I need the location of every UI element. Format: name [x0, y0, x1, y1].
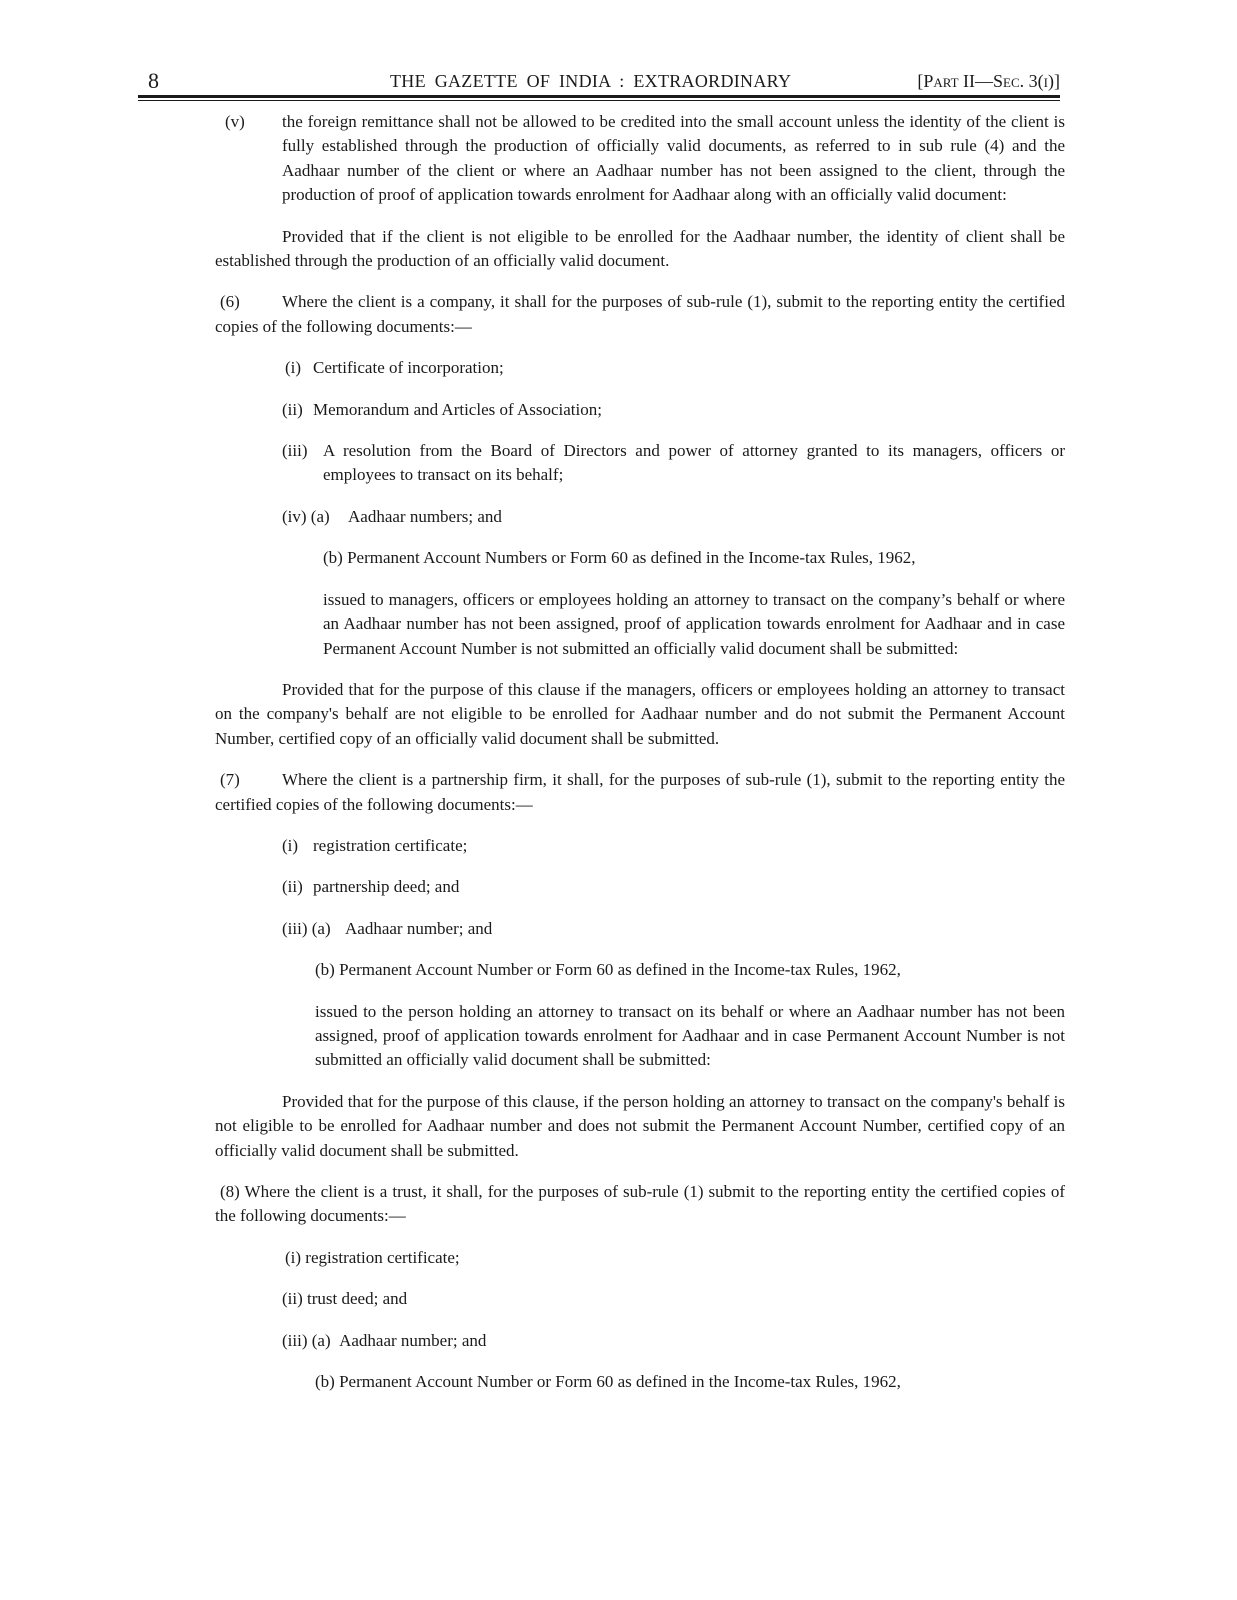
item-text: Aadhaar numbers; and	[348, 506, 502, 526]
rule-label: (8)	[220, 1182, 240, 1201]
item-text: trust deed; and	[307, 1289, 408, 1309]
rule-text: Where the client is a partnership firm, it shall, for the purposes of sub-rule (1), submit to the reporting entity the certified copies of the following documents:—	[215, 770, 1065, 814]
part-section-label	[917, 71, 1060, 92]
issued-to-text: issued to the person holding an attorney to transact on its behalf or where an Aadhaar number has not been assigned, proof of application towards enrolment for Aadhaar and in case Permanent Account Number is not submitted an officially valid document shall be submitted:	[315, 1001, 1065, 1070]
item-label: (ii)	[282, 1289, 303, 1309]
page-header	[138, 68, 1060, 98]
item-text: registration certificate;	[313, 835, 468, 855]
item-label: (iii)	[282, 441, 308, 461]
item-label: (ii)	[282, 877, 303, 897]
list-item	[215, 1287, 1065, 1311]
item-text: Aadhaar number; and	[345, 918, 493, 938]
rule-text: Where the client is a company, it shall for the purposes of sub-rule (1), submit to the reporting entity the certified copies of the following documents:—	[215, 292, 1065, 336]
rule-label: (6)	[220, 292, 240, 312]
clause-text: the foreign remittance shall not be allowed to be credited into the small account unless the identity of the client is fully established through the production of officially valid documents, as referred to in sub rule (4) and the Aadhaar number of the client or where an Aadhaar number has not been assigned to the client, through the production of proof of application towards enrolment for Aadhaar along with an officially valid document:	[282, 112, 1065, 205]
proviso-6: Provided that for the purpose of this clause if the managers, officers or employees holding an attorney to transact on the company's behalf are not eligible to be enrolled for Aadhaar number and do not submit the Permanent Account Number, certified copy of an officially valid document shall be submitted.	[215, 679, 1065, 748]
bracket-close: ]	[1054, 71, 1060, 91]
list-item	[215, 439, 1065, 488]
rule-text: Where the client is a trust, it shall, for the purposes of sub-rule (1) submit to the reporting entity the certified copies of the following documents:—	[215, 1182, 1065, 1226]
list-item	[215, 834, 1065, 858]
item-label: (i)	[285, 1247, 302, 1267]
list-item	[215, 917, 1065, 941]
proviso-1: Provided that if the client is not eligible to be enrolled for the Aadhaar number, the identity of client shall be established through the production of an officially valid document.	[215, 226, 1065, 271]
list-item	[215, 875, 1065, 899]
list-item	[215, 1329, 1065, 1353]
list-item	[215, 398, 1065, 422]
rule-7	[215, 768, 1065, 817]
list-item	[215, 356, 1065, 380]
clause-label: (v)	[225, 112, 245, 131]
issued-to-text: issued to managers, officers or employees holding an attorney to transact on the company’s behalf or where an Aadhaar number has not been assigned, proof of application towards enrolment for Aadhaar and in case Permanent Account Number is not submitted an officially valid document shall be submitted:	[323, 589, 1065, 658]
sub-item-b: (b) Permanent Account Number or Form 60 as defined in the Income-tax Rules, 1962,	[315, 1372, 901, 1392]
item-text: registration certificate;	[305, 1247, 460, 1267]
page-number: 8	[148, 68, 159, 93]
gazette-title: THE GAZETTE OF INDIA : EXTRAORDINARY	[390, 71, 792, 91]
item-label: (ii)	[282, 399, 303, 419]
item-text: Memorandum and Articles of Association;	[313, 399, 602, 419]
proviso-7: Provided that for the purpose of this clause, if the person holding an attorney to transact on the company's behalf is not eligible to be enrolled for Aadhaar number and does not submit the Permanent Account Number, certified copy of an officially valid document shall be submitted.	[215, 1091, 1065, 1160]
list-item	[215, 505, 1065, 529]
item-label: (i)	[285, 358, 302, 378]
rule-label: (7)	[220, 770, 240, 790]
bracket-open: [	[917, 71, 924, 91]
item-text: partnership deed; and	[313, 877, 460, 897]
list-item	[215, 1246, 1065, 1270]
document-body	[215, 110, 1065, 1394]
item-text: A resolution from the Board of Directors and power of attorney granted to its managers, officers or employees to transact on its behalf;	[323, 441, 1065, 485]
item-text: Certificate of incorporation;	[313, 358, 504, 378]
part-text: Part II—Sec. 3(i)	[923, 71, 1054, 91]
item-label: (iii) (a)	[282, 918, 331, 938]
item-label: (iii) (a)	[282, 1330, 331, 1350]
header-rule-thin	[138, 100, 1060, 101]
clause-v	[215, 110, 1065, 208]
rule-8	[215, 1180, 1065, 1229]
item-text: Aadhaar number; and	[339, 1330, 487, 1350]
header-rule-thick	[138, 95, 1060, 98]
sub-item-b: (b) Permanent Account Numbers or Form 60 as defined in the Income-tax Rules, 1962,	[323, 548, 916, 568]
rule-6	[215, 290, 1065, 339]
item-label: (iv) (a)	[282, 506, 330, 526]
sub-item-b: (b) Permanent Account Number or Form 60 as defined in the Income-tax Rules, 1962,	[315, 960, 901, 980]
item-label: (i)	[282, 835, 299, 855]
